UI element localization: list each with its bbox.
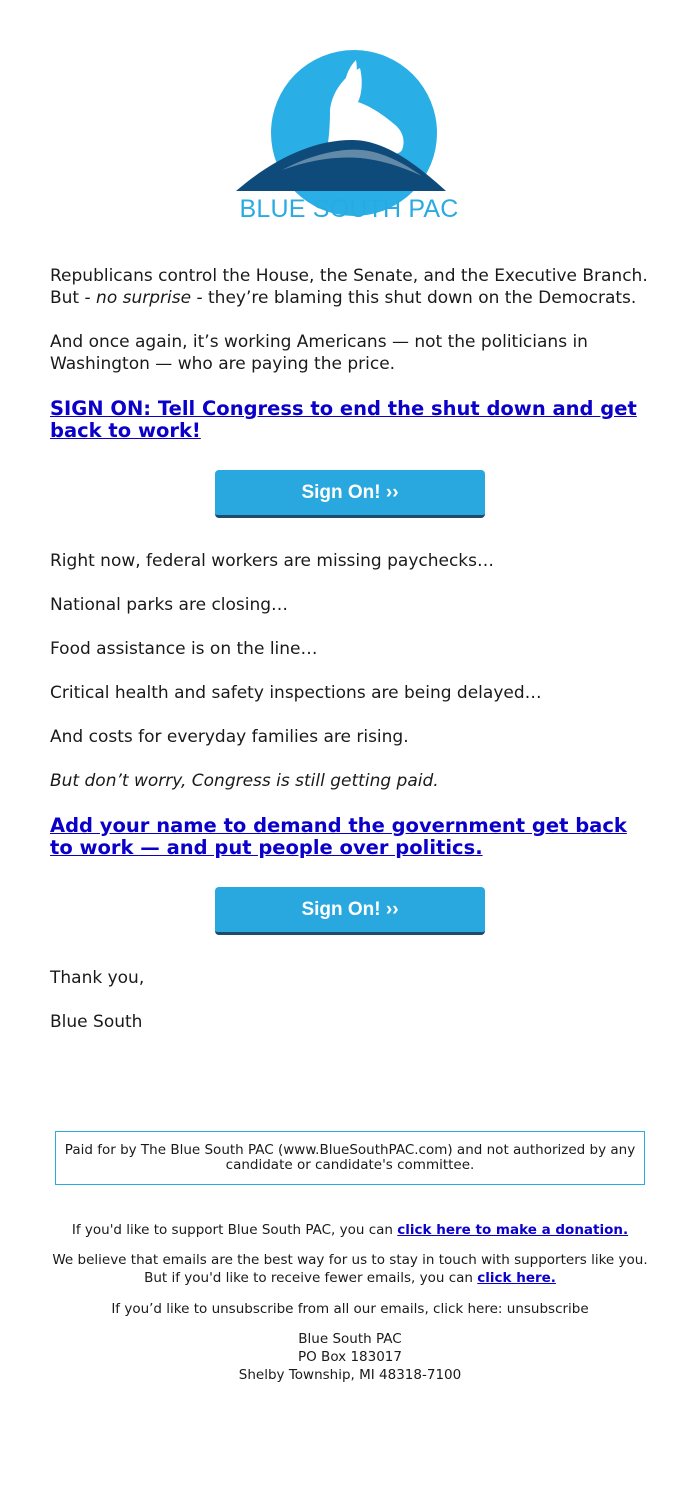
footer-address bbox=[50, 1330, 650, 1384]
list-item: And costs for everyday families are rising. bbox=[50, 727, 409, 747]
list-item: Food assistance is on the line… bbox=[50, 639, 318, 659]
sign-on-link-2[interactable]: Add your name to demand the government get back to work — and put people over politics. bbox=[50, 814, 627, 859]
signoff-thanks: Thank you, bbox=[50, 968, 145, 988]
list-item: Critical health and safety inspections are being delayed… bbox=[50, 683, 542, 703]
footer-unsubscribe-line: If you’d like to unsubscribe from all our emails, click here: unsubscribe bbox=[111, 1301, 589, 1317]
address-line: Blue South PAC bbox=[298, 1331, 402, 1347]
address-line: Shelby Township, MI 48318-7100 bbox=[238, 1367, 462, 1383]
sign-on-button-1[interactable]: Sign On! ›› bbox=[215, 470, 485, 518]
footer-support-line: If you'd like to support Blue South PAC, you can click here to make a donation. bbox=[71, 1222, 629, 1238]
address-line: PO Box 183017 bbox=[298, 1349, 402, 1365]
footer-fewer-emails: We believe that emails are the best way for us to stay in touch with supporters like you. But if you'd like to receive fewer emails, you can click here. bbox=[52, 1252, 648, 1286]
intro-paragraph-1: Republicans control the House, the Senate, and the Executive Branch. But - no surprise - they’re blaming this shut down on the Democrats. bbox=[50, 266, 648, 308]
fewer-emails-link[interactable]: click here. bbox=[477, 1270, 556, 1286]
italic-statement: But don’t worry, Congress is still getting paid. bbox=[50, 771, 439, 791]
list-item: Right now, federal workers are missing paychecks… bbox=[50, 551, 495, 571]
paid-for-disclaimer: Paid for by The Blue South PAC (www.BlueSouthPAC.com) and not authorized by any candidate or candidate's committee. bbox=[55, 1131, 645, 1185]
intro-paragraph-2: And once again, it’s working Americans — not the politicians in Washington — who are paying the price. bbox=[50, 332, 588, 374]
logo-wordmark: BLUE SOUTH PAC bbox=[239, 195, 459, 223]
sign-on-button-2[interactable]: Sign On! ›› bbox=[215, 887, 485, 935]
sign-on-link-1[interactable]: SIGN ON: Tell Congress to end the shut down and get back to work! bbox=[50, 397, 637, 442]
unsubscribe-link[interactable]: unsubscribe bbox=[506, 1301, 589, 1317]
donation-link[interactable]: click here to make a donation. bbox=[397, 1222, 629, 1238]
list-item: National parks are closing… bbox=[50, 595, 289, 615]
signoff-name: Blue South bbox=[50, 1012, 143, 1032]
